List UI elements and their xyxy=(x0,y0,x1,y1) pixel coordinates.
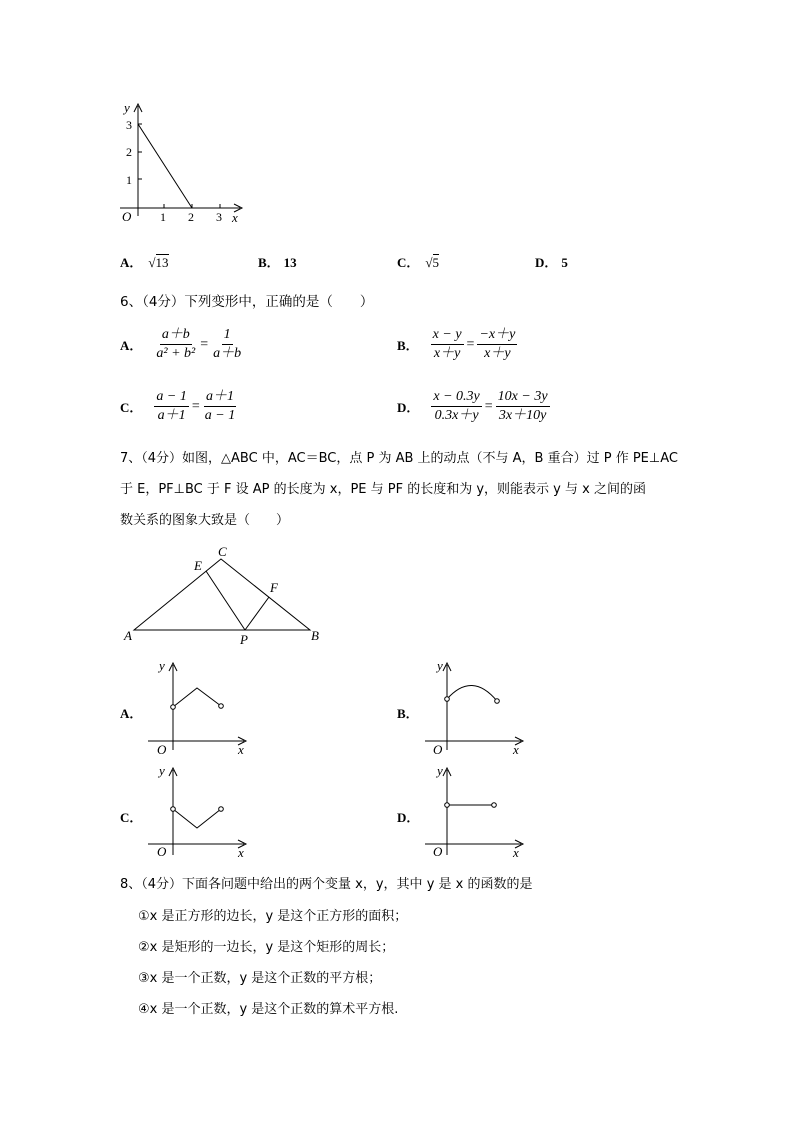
svg-text:y: y xyxy=(437,763,443,778)
q7-option-d-label[interactable]: D． xyxy=(397,810,420,825)
svg-text:O: O xyxy=(433,742,443,755)
q7-option-a-graph[interactable] xyxy=(140,655,260,755)
svg-text:x: x xyxy=(238,845,244,860)
graph-a-curve xyxy=(173,688,221,707)
q8-item-1: ①x 是正方形的边长，y 是这个正方形的面积； xyxy=(138,909,408,924)
svg-text:x: x xyxy=(238,742,244,755)
q7-option-c-label[interactable]: C． xyxy=(120,810,143,825)
x-axis-label: x xyxy=(232,210,238,225)
segment-pf xyxy=(245,597,269,630)
q6-option-c[interactable]: C． $\frac{a - 1}{a+1}$ = $\frac{a+1}{a - 1}$ xyxy=(120,389,236,423)
y-tick-3: 3 xyxy=(126,118,132,132)
q5-option-d[interactable]: D． 5 xyxy=(535,255,568,270)
q5-option-a[interactable]: A． √13 xyxy=(120,255,169,270)
q8-stem: 8、（4分）下面各问题中给出的两个变量 x，y，其中 y 是 x 的函数的是 xyxy=(120,877,533,892)
y-axis-label: y xyxy=(124,100,130,115)
q7-stem-line1: 7、（4分）如图，△ABC 中，AC＝BC，点 P 为 AB 上的动点（不与 A，B 重合）过 P 作 PE⊥AC xyxy=(120,451,678,466)
q6-option-b[interactable]: B． $\frac{x - y}{x+y}$ = $\frac{-x+y}{x+y}$ xyxy=(397,327,516,361)
label-e: E xyxy=(194,558,202,573)
q7-option-a-label[interactable]: A． xyxy=(120,706,143,721)
y-tick-1: 1 xyxy=(126,173,132,187)
q8-item-3: ③x 是一个正数，y 是这个正数的平方根； xyxy=(138,971,382,986)
graph-segment xyxy=(138,124,192,208)
label-f: F xyxy=(270,580,278,595)
svg-text:x: x xyxy=(513,845,519,860)
svg-text:y: y xyxy=(437,658,443,673)
q5-figure xyxy=(110,98,260,228)
q6-option-a[interactable]: A． $\frac{a+b}{\text{a² + b²}}$ = $\frac{1}{a+b}$ xyxy=(120,327,242,361)
svg-text:x: x xyxy=(513,742,519,755)
label-c: C xyxy=(218,544,227,559)
q5-option-b[interactable]: B． 13 xyxy=(258,255,297,270)
x-tick-3: 3 xyxy=(216,210,222,224)
graph-b-curve xyxy=(447,685,497,701)
svg-text:O: O xyxy=(157,742,167,755)
q5-option-c[interactable]: C． √5 xyxy=(397,255,440,270)
label-p: P xyxy=(240,632,248,647)
q7-option-c-graph[interactable] xyxy=(140,760,260,860)
q7-option-b-label[interactable]: B． xyxy=(397,706,419,721)
graph-c-curve xyxy=(173,809,221,828)
q8-item-2: ②x 是矩形的一边长，y 是这个矩形的周长； xyxy=(138,940,395,955)
segment-pe xyxy=(206,571,245,630)
q7-triangle-figure xyxy=(120,543,330,648)
svg-text:O: O xyxy=(157,844,167,859)
q7-stem-line2: 于 E，PF⊥BC 于 F 设 AP 的长度为 x，PE 与 PF 的长度和为 y，则能表示 y 与 x 之间的函 xyxy=(120,482,646,497)
svg-text:O: O xyxy=(433,844,443,859)
q7-option-b-graph[interactable] xyxy=(417,655,537,755)
q7-option-d-graph[interactable] xyxy=(417,760,537,860)
svg-text:y: y xyxy=(159,658,165,673)
x-tick-2: 2 xyxy=(188,210,194,224)
label-b: B xyxy=(311,628,319,643)
q6-stem: 6、（4分）下列变形中，正确的是（ ） xyxy=(120,294,374,310)
svg-text:y: y xyxy=(159,763,165,778)
q6-option-d[interactable]: D． $\frac{x - 0.3y}{0.3x+y}$ = $\frac{10x - 3y}{3x+10y}$ xyxy=(397,389,548,423)
q8-item-4: ④x 是一个正数，y 是这个正数的算术平方根. xyxy=(138,1002,399,1017)
origin-label: O xyxy=(122,209,132,224)
y-tick-2: 2 xyxy=(126,145,132,159)
q7-stem-line3: 数关系的图象大致是（ ） xyxy=(120,513,290,528)
label-a: A xyxy=(124,628,132,643)
x-tick-1: 1 xyxy=(160,210,166,224)
